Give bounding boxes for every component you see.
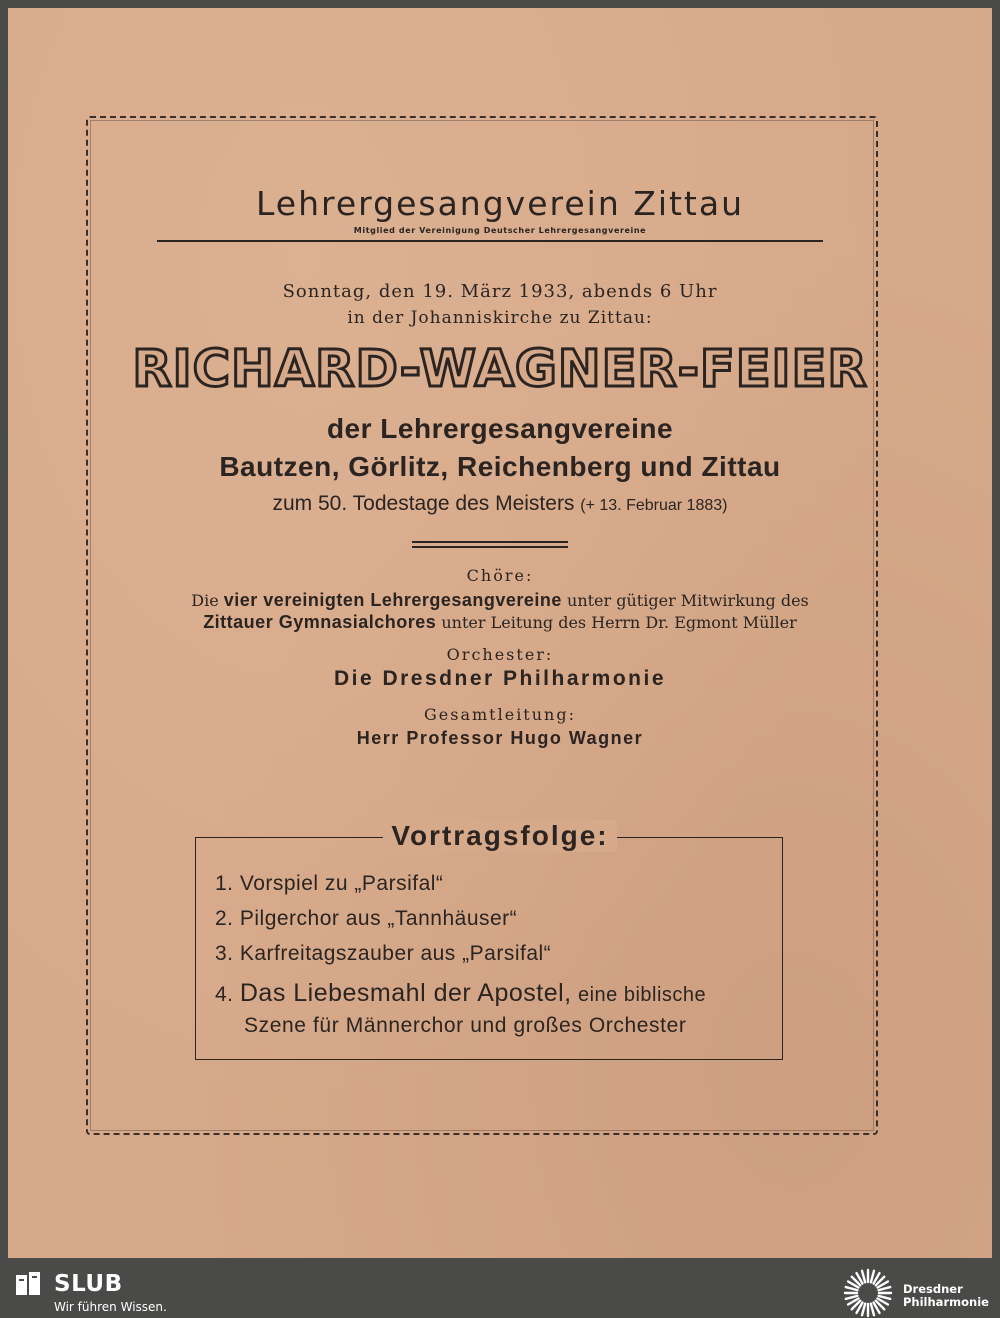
event-date: Sonntag, den 19. März 1933, abends 6 Uhr — [282, 281, 718, 302]
logo-ray — [879, 1287, 891, 1290]
slub-logo-icon[interactable] — [14, 1270, 42, 1298]
anniversary-text: zum 50. Todestage des Meisters — [272, 492, 575, 515]
logo-ray — [862, 1304, 865, 1316]
choirs-line1-prefix: Die — [191, 591, 219, 610]
festival-title: RICHARD-WAGNER-FEIER — [132, 340, 868, 399]
program-item-text: Karfreitagszauber aus „Parsifal“ — [239, 942, 552, 965]
divider-rule-bottom — [412, 546, 568, 548]
orchestra-label: Orchester: — [446, 645, 554, 664]
slub-logo-text[interactable]: SLUB — [54, 1271, 123, 1297]
program-item-4-continued: Szene für Männerchor und großes Orchester — [244, 1014, 687, 1037]
subtitle-cities: Bautzen, Görlitz, Reichenberg und Zittau — [219, 451, 781, 482]
program-item-number: 2. — [215, 907, 234, 930]
logo-ray — [862, 1271, 865, 1283]
logo-ray — [846, 1296, 858, 1299]
logo-ray — [879, 1296, 891, 1299]
club-name: Lehrergesangverein Zittau — [255, 184, 745, 223]
logo-ray — [871, 1304, 874, 1316]
program-item-number: 1. — [215, 872, 234, 895]
choirs-label: Chöre: — [466, 566, 534, 585]
program-title — [0, 820, 1000, 852]
logo-ray — [846, 1287, 858, 1290]
choirs-line2-suffix: unter Leitung des Herrn Dr. Egmont Müller — [441, 613, 797, 632]
philharmonie-logo-text[interactable] — [903, 1283, 989, 1309]
slub-tagline: Wir führen Wissen. — [54, 1300, 167, 1314]
header-rule — [157, 240, 823, 242]
program-item-text: Pilgerchor aus „Tannhäuser“ — [239, 907, 518, 930]
program-item-1 — [215, 872, 443, 896]
program-item-4 — [215, 979, 706, 1008]
choirs-line1-highlight: vier vereinigten Lehrergesangvereine — [223, 590, 562, 610]
program-item-tail: eine biblische — [577, 984, 707, 1006]
choirs-line-2 — [0, 612, 1000, 633]
program-item-number: 4. — [215, 983, 234, 1006]
philharmonie-line-2: Philharmonie — [903, 1295, 989, 1309]
subtitle-associations: der Lehrergesangvereine — [326, 413, 674, 444]
subtitle-anniversary — [0, 492, 1000, 516]
death-date-note: (+ 13. Februar 1883) — [580, 497, 728, 514]
choirs-line2-highlight: Zittauer Gymnasialchores — [203, 612, 437, 632]
program-item-number: 3. — [215, 942, 234, 965]
choirs-line1-suffix: unter gütiger Mitwirkung des — [567, 591, 809, 610]
program-item-3 — [215, 942, 551, 966]
divider-rule-top — [412, 541, 568, 543]
choirs-line-1 — [0, 590, 1000, 611]
event-place: in der Johanniskirche zu Zittau: — [347, 308, 653, 328]
philharmonie-logo-icon[interactable] — [842, 1268, 894, 1318]
conductor-label: Gesamtleitung: — [424, 705, 576, 724]
program-title-text: Vortragsfolge: — [383, 820, 616, 852]
program-item-text: Vorspiel zu „Parsifal“ — [239, 872, 444, 895]
club-membership: Mitglied der Vereinigung Deutscher Lehrergesangvereine — [353, 226, 647, 235]
program-item-text: Das Liebesmahl der Apostel, — [239, 979, 572, 1007]
conductor-name: Herr Professor Hugo Wagner — [356, 728, 644, 748]
orchestra-name: Die Dresdner Philharmonie — [333, 667, 667, 690]
program-item-2 — [215, 907, 517, 931]
logo-ray — [871, 1271, 874, 1283]
philharmonie-line-1: Dresdner — [903, 1282, 963, 1296]
